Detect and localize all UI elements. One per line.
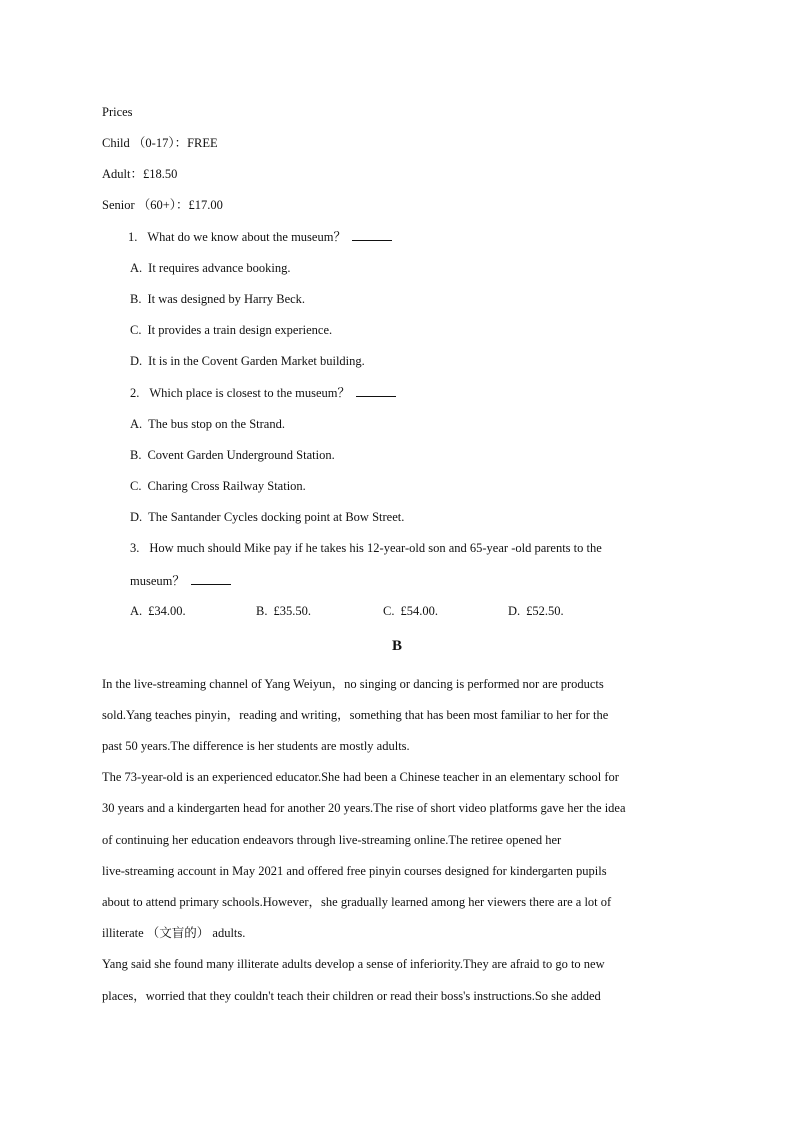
- option-text: It requires advance booking.: [148, 261, 291, 275]
- option-letter: A.: [130, 417, 143, 431]
- option-text: The bus stop on the Strand.: [148, 417, 285, 431]
- question-3-continued: [130, 572, 231, 589]
- question-2: [130, 384, 396, 401]
- question-text: How much should Mike pay if he takes his 12-year-old son and 65-year -old parents to the: [149, 541, 602, 555]
- q1-option-a[interactable]: [130, 260, 290, 276]
- option-letter: D.: [130, 510, 143, 524]
- price-adult: Adult：£18.50: [102, 167, 178, 181]
- option-text: £52.50.: [526, 604, 564, 618]
- price-senior: Senior （60+）：£17.00: [102, 198, 223, 212]
- option-text: £35.50.: [273, 604, 311, 618]
- option-letter: B.: [256, 604, 268, 618]
- option-letter: B.: [130, 292, 142, 306]
- option-text: It was designed by Harry Beck.: [147, 292, 306, 306]
- q2-option-d[interactable]: [130, 509, 404, 525]
- answer-blank[interactable]: [191, 572, 231, 585]
- option-letter: C.: [130, 323, 142, 337]
- question-text: What do we know about the museum？: [147, 230, 346, 244]
- option-letter: D.: [130, 354, 143, 368]
- passage-line: 30 years and a kindergarten head for another 20 years.The rise of short video platforms gave her the idea: [102, 801, 626, 815]
- option-letter: D.: [508, 604, 521, 618]
- price-child: Child （0-17）：FREE: [102, 136, 218, 150]
- option-text: The Santander Cycles docking point at Bow Street.: [148, 510, 405, 524]
- question-number: 3.: [130, 541, 140, 555]
- option-letter: A.: [130, 261, 143, 275]
- option-letter: C.: [383, 604, 395, 618]
- passage-line: live-streaming account in May 2021 and offered free pinyin courses designed for kindergarten pupils: [102, 864, 607, 878]
- question-1: [128, 228, 392, 245]
- answer-blank[interactable]: [356, 384, 396, 397]
- q3-option-d[interactable]: [508, 603, 564, 619]
- answer-blank[interactable]: [352, 228, 392, 241]
- question-number: 1.: [128, 230, 138, 244]
- option-letter: A.: [130, 604, 143, 618]
- question-text: museum？: [130, 574, 185, 588]
- question-number: 2.: [130, 386, 140, 400]
- passage-line: In the live-streaming channel of Yang Weiyun，no singing or dancing is performed nor are products: [102, 677, 604, 691]
- option-text: Covent Garden Underground Station.: [147, 448, 335, 462]
- option-text: Charing Cross Railway Station.: [147, 479, 306, 493]
- q3-option-a[interactable]: [130, 603, 186, 619]
- passage-line: past 50 years.The difference is her students are mostly adults.: [102, 739, 410, 753]
- q1-option-d[interactable]: [130, 353, 365, 369]
- passage-line: places，worried that they couldn't teach their children or read their boss's instructions.So she added: [102, 989, 601, 1003]
- passage-line: of continuing her education endeavors through live-streaming online.The retiree opened her: [102, 833, 562, 847]
- q3-option-c[interactable]: [383, 603, 438, 619]
- option-text: £34.00.: [148, 604, 186, 618]
- option-text: It is in the Covent Garden Market building.: [148, 354, 365, 368]
- question-text: Which place is closest to the museum？: [149, 386, 351, 400]
- passage-line: illiterate （文盲的） adults.: [102, 926, 246, 940]
- option-letter: C.: [130, 479, 142, 493]
- passage-line: sold.Yang teaches pinyin，reading and writing，something that has been most familiar to her for the: [102, 708, 609, 722]
- passage-line: Yang said she found many illiterate adults develop a sense of inferiority.They are afraid to go to new: [102, 957, 605, 971]
- q3-option-b[interactable]: [256, 603, 311, 619]
- q1-option-c[interactable]: [130, 322, 332, 338]
- q2-option-c[interactable]: [130, 478, 306, 494]
- passage-line: about to attend primary schools.However，she gradually learned among her viewers there are a lot of: [102, 895, 612, 909]
- option-letter: B.: [130, 448, 142, 462]
- passage-line: The 73-year-old is an experienced educator.She had been a Chinese teacher in an elementary school for: [102, 770, 619, 784]
- option-text: £54.00.: [400, 604, 438, 618]
- q2-option-b[interactable]: [130, 447, 335, 463]
- section-b-heading: B: [391, 638, 402, 654]
- question-3: [130, 540, 602, 556]
- prices-heading: Prices: [102, 105, 133, 119]
- option-text: It provides a train design experience.: [147, 323, 333, 337]
- q1-option-b[interactable]: [130, 291, 305, 307]
- q2-option-a[interactable]: [130, 416, 285, 432]
